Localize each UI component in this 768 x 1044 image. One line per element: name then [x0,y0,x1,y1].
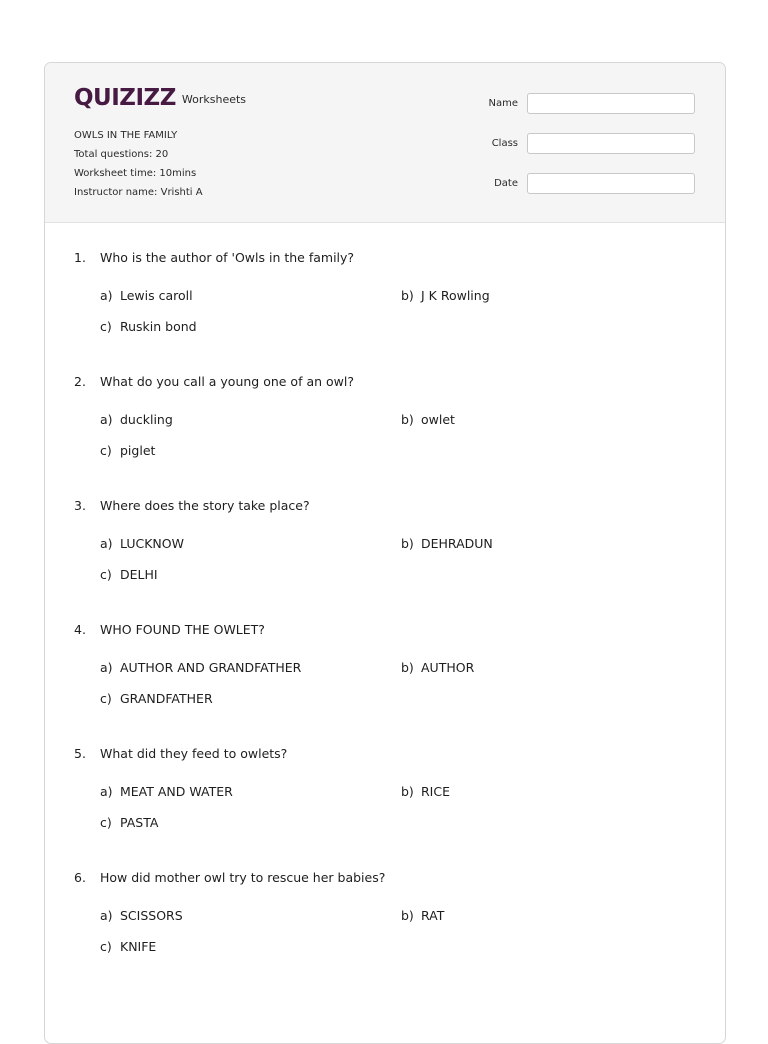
quizizz-logo: QUIZIZZ [74,85,176,111]
option-text: KNIFE [120,938,157,954]
total-questions: Total questions: 20 [74,149,169,160]
question-number: 5. [74,745,86,761]
option-letter: b) [401,783,414,799]
option-letter: a) [100,411,113,427]
option-letter: a) [100,535,113,551]
option-b[interactable] [401,781,450,801]
question-text: Who is the author of 'Owls in the family? [100,249,355,265]
option-letter: c) [100,690,112,706]
option-c[interactable] [100,564,714,584]
option-letter: b) [401,287,414,303]
date-row [488,171,695,195]
option-a[interactable] [100,905,401,925]
option-text: J K Rowling [421,287,490,303]
brand [74,85,246,111]
option-letter: b) [401,411,414,427]
option-letter: c) [100,566,112,582]
worksheet-page [44,62,726,1044]
option-b[interactable] [401,285,490,305]
option-letter: c) [100,938,112,954]
option-letter: a) [100,783,113,799]
question-number: 2. [74,373,86,389]
option-letter: a) [100,907,113,923]
option-letter: a) [100,659,113,675]
option-text: AUTHOR [421,659,475,675]
options [100,657,714,708]
question-4 [74,619,714,743]
option-text: Ruskin bond [120,318,197,334]
question-number: 3. [74,497,86,513]
option-letter: c) [100,318,112,334]
option-letter: b) [401,535,414,551]
question-list [74,247,714,991]
option-text: RAT [421,907,445,923]
option-b[interactable] [401,409,455,429]
question-text: WHO FOUND THE OWLET? [100,621,265,637]
option-text: Lewis caroll [120,287,193,303]
option-c[interactable] [100,440,714,460]
name-label: Name [488,97,518,109]
class-field[interactable] [527,133,695,154]
option-text: duckling [120,411,173,427]
question-number: 6. [74,869,86,885]
option-a[interactable] [100,657,401,677]
option-text: piglet [120,442,156,458]
brand-subtitle: Worksheets [181,93,247,106]
question-5 [74,743,714,867]
question-2 [74,371,714,495]
class-row [488,131,695,155]
worksheet-time: Worksheet time: 10mins [74,168,197,179]
options [100,781,714,832]
question-number: 1. [74,249,86,265]
option-text: DEHRADUN [421,535,493,551]
option-a[interactable] [100,409,401,429]
option-a[interactable] [100,285,401,305]
option-text: AUTHOR AND GRANDFATHER [120,659,302,675]
option-c[interactable] [100,316,714,336]
question-6 [74,867,714,991]
option-c[interactable] [100,812,714,832]
option-text: RICE [421,783,450,799]
question-1 [74,247,714,371]
worksheet-title: OWLS IN THE FAMILY [74,130,178,141]
option-text: SCISSORS [120,907,183,923]
option-text: MEAT AND WATER [120,783,233,799]
option-letter: c) [100,442,112,458]
option-text: LUCKNOW [120,535,184,551]
options [100,285,714,336]
option-letter: a) [100,287,113,303]
options [100,905,714,956]
option-text: PASTA [120,814,159,830]
worksheet-meta [74,126,203,202]
option-c[interactable] [100,688,714,708]
name-field[interactable] [527,93,695,114]
worksheet-header [45,63,725,223]
option-a[interactable] [100,533,401,553]
options [100,409,714,460]
option-b[interactable] [401,533,493,553]
option-text: owlet [421,411,455,427]
student-fields [488,91,695,211]
options [100,533,714,584]
option-letter: c) [100,814,112,830]
option-letter: b) [401,907,414,923]
option-text: GRANDFATHER [120,690,213,706]
question-text: Where does the story take place? [100,497,310,513]
question-text: What do you call a young one of an owl? [100,373,354,389]
question-3 [74,495,714,619]
date-field[interactable] [527,173,695,194]
option-b[interactable] [401,657,474,677]
question-number: 4. [74,621,86,637]
date-label: Date [494,177,518,189]
question-text: How did mother owl try to rescue her babies? [100,869,386,885]
question-text: What did they feed to owlets? [100,745,288,761]
name-row [488,91,695,115]
option-letter: b) [401,659,414,675]
class-label: Class [491,137,518,149]
option-a[interactable] [100,781,401,801]
option-c[interactable] [100,936,714,956]
option-b[interactable] [401,905,444,925]
instructor-name: Instructor name: Vrishti A [74,187,203,198]
option-text: DELHI [120,566,158,582]
